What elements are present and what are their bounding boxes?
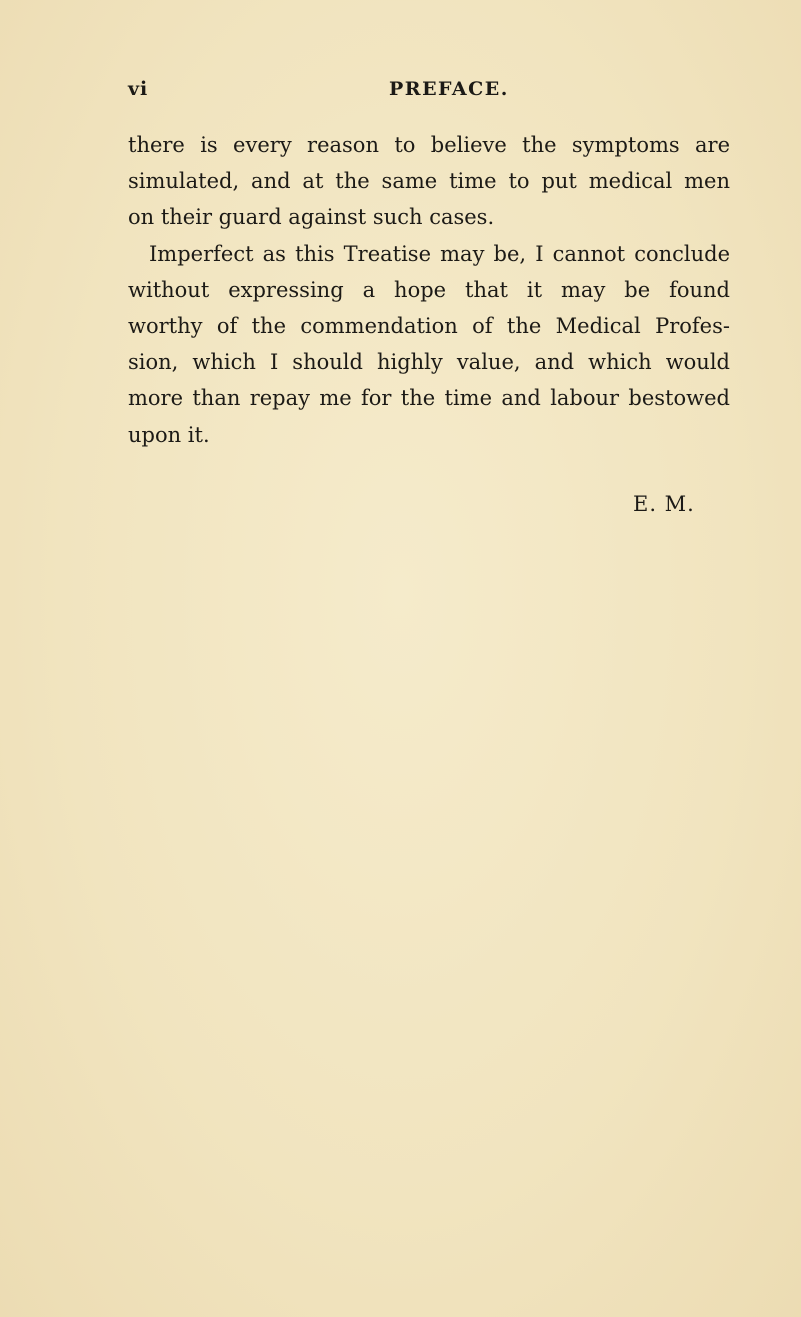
text-line: upon it. [128, 422, 210, 447]
text-line: Imperfect as this Treatise may be, I cannot conclude [149, 241, 730, 266]
page-number: vi [128, 78, 149, 100]
signature: E. M. [633, 492, 695, 516]
text-line: sion, which I should highly value, and which would [128, 350, 730, 375]
text-line: on their guard against such cases. [128, 205, 495, 230]
text-line: simulated, and at the same time to put medical men [128, 169, 730, 194]
text-line: worthy of the commendation of the Medical Profes- [128, 313, 730, 338]
text-line: more than repay me for the time and labour bestowed [128, 386, 730, 411]
text-line: there is every reason to believe the symptoms are [128, 133, 730, 157]
preface-text [128, 127, 730, 453]
running-title: PREFACE. [389, 78, 509, 100]
running-head [128, 74, 730, 104]
text-line: without expressing a hope that it may be found [128, 277, 730, 302]
